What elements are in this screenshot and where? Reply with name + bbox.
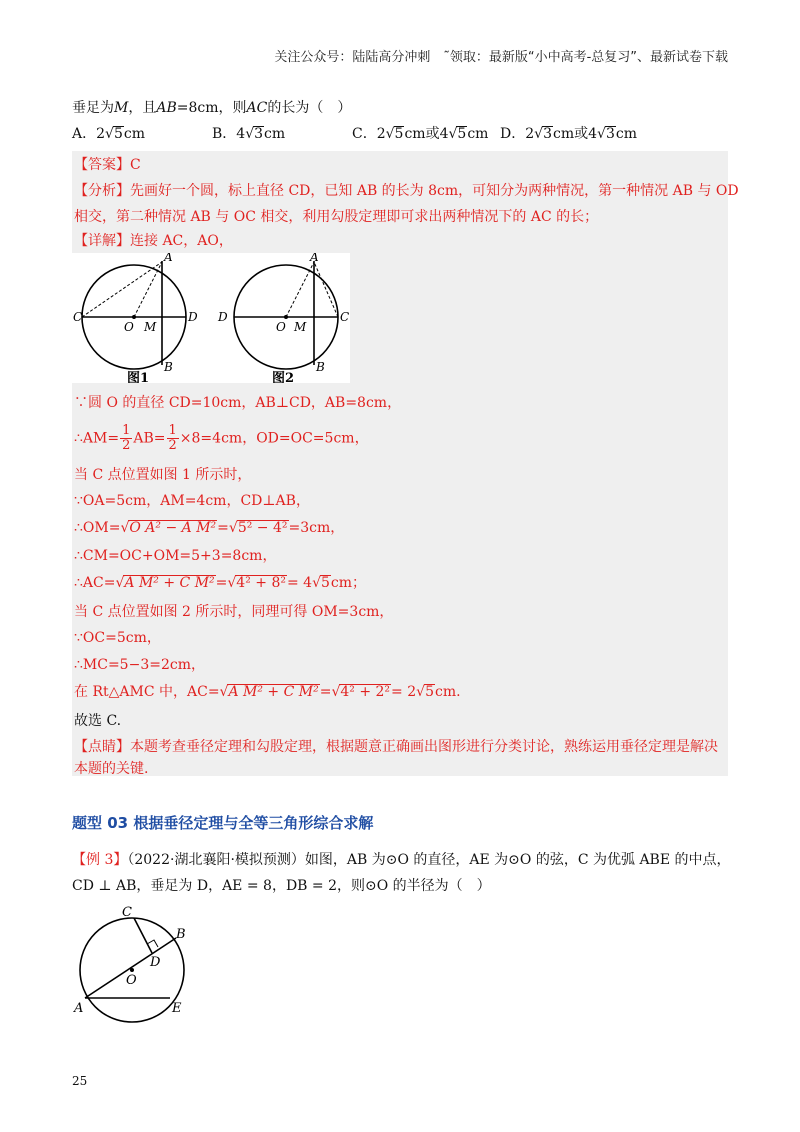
radicand: 5: [457, 126, 467, 142]
figure-pair: [72, 253, 350, 383]
segment-ac-1: [82, 262, 162, 317]
text: =: [217, 520, 229, 536]
label-c-1: C: [73, 310, 83, 324]
radicand: 3: [543, 126, 552, 142]
text: （2022·湖北襄阳·模拟预测）如图，AB 为⊙O 的直径，AE 为⊙O 的弦，C 为优弧 ABE 的中点，: [127, 852, 731, 868]
segment-ao-1: [134, 262, 162, 317]
center-point-1: [132, 315, 136, 319]
text: cm.: [434, 684, 461, 700]
text: ∴AC=: [74, 575, 116, 591]
step-5: ∴OM=√O A² − A M²=√5² − 4²=3cm，: [74, 520, 345, 536]
step-10: ∴MC=5−3=2cm，: [74, 657, 205, 673]
diameter-ab: [85, 938, 176, 998]
radicand: 5² − 4²: [237, 520, 288, 536]
fraction: [120, 424, 132, 453]
text: cm；: [330, 575, 367, 591]
unit: cm: [197, 100, 219, 116]
radicand: 5: [394, 126, 404, 142]
circle-figures: [72, 253, 350, 383]
step-12: 故选 C.: [74, 713, 122, 729]
option-a: A．2√5cm: [72, 126, 145, 142]
option-c: C．2√5cm或4√5cm: [352, 126, 489, 142]
text: =8: [176, 100, 198, 116]
figure-2: [217, 253, 349, 383]
radicand: O A² − A M²: [129, 520, 217, 536]
text: 垂足为: [72, 100, 114, 116]
text: = 4: [286, 575, 313, 591]
radicand: 5: [320, 575, 330, 591]
var-M: M: [114, 100, 129, 116]
step-2: [74, 424, 369, 453]
text: cm或4: [552, 126, 598, 142]
text: ×8=4cm，OD=OC=5cm，: [179, 430, 369, 447]
label-a-2: A: [310, 253, 319, 264]
radicand: A M² + C M²: [228, 684, 319, 700]
option-d: D．2√3cm或4√3cm: [500, 126, 637, 142]
label-d: D: [150, 955, 161, 970]
text: ，且: [128, 100, 157, 116]
text: ，则: [218, 100, 247, 116]
label-d-1: D: [188, 310, 198, 324]
step-8: 当 C 点位置如图 2 所示时，同理可得 OM=3cm，: [74, 604, 394, 620]
segment-ac-2: [314, 262, 338, 317]
option-label: B．4: [212, 126, 246, 142]
answer-value: C: [130, 157, 141, 173]
figure-1: [73, 253, 198, 383]
fraction: [167, 424, 179, 453]
caption-fig2: 图2: [272, 371, 295, 383]
step-3: 当 C 点位置如图 1 所示时，: [74, 467, 252, 483]
numerator: 1: [122, 423, 131, 438]
text: ∴AM=: [74, 430, 120, 447]
answer-line: [74, 155, 141, 175]
label-a-1: A: [164, 253, 173, 264]
label-m-2: M: [294, 320, 307, 334]
var-AC: AC: [246, 100, 268, 116]
label-b-1: B: [164, 360, 173, 374]
text: 在 Rt△AMC 中，AC=: [74, 684, 220, 700]
label-c-2: C: [340, 310, 350, 324]
denominator: 2: [168, 438, 177, 453]
label-d-2: D: [218, 310, 228, 324]
center-point-2: [284, 315, 288, 319]
option-label: C．2: [352, 126, 386, 142]
detail-tag: 【详解】: [74, 233, 130, 249]
comment-line-1: [74, 737, 718, 757]
segment-ao-2: [286, 262, 314, 317]
text: AB=: [133, 430, 166, 447]
analysis-line-2: 相交，第二种情况 AB 与 OC 相交，利用勾股定理即可求出两种情况下的 AC 的长；: [74, 209, 599, 225]
unit: cm: [264, 126, 286, 142]
center-point: [130, 968, 134, 972]
option-b: B．4√3cm: [212, 126, 286, 142]
unit: cm: [615, 126, 637, 142]
label-c: C: [122, 905, 132, 920]
step-1: ∵圆 O 的直径 CD=10cm，AB⊥CD，AB=8cm，: [74, 395, 402, 411]
question-line: [72, 98, 351, 118]
segment-cd: [134, 918, 152, 953]
radicand: 3: [605, 126, 615, 142]
detail-line: [74, 231, 233, 251]
step-4: ∵OA=5cm，AM=4cm，CD⊥AB，: [74, 493, 310, 509]
comment-tag: 【点睛】: [74, 739, 130, 755]
step-11: 在 Rt△AMC 中，AC=√A M² + C M²=√4² + 2²= 2√5cm.: [74, 684, 461, 700]
text: =3cm，: [288, 520, 345, 536]
label-o: O: [126, 973, 137, 988]
comment-line-2: 本题的关键.: [74, 761, 149, 777]
step-9: ∵OC=5cm，: [74, 630, 161, 646]
label-b: B: [176, 927, 186, 942]
step-7: ∴AC=√A M² + C M²=√4² + 8²= 4√5cm；: [74, 575, 367, 591]
radicand: 4² + 2²: [340, 684, 391, 700]
label-m-1: M: [144, 320, 157, 334]
radicand: 3: [254, 126, 264, 142]
unit: cm: [123, 126, 145, 142]
section-title: 题型 03 根据垂径定理与全等三角形综合求解: [72, 814, 374, 832]
denominator: 2: [122, 438, 131, 453]
text: 连接 AC，AO，: [130, 233, 233, 249]
unit: cm: [467, 126, 489, 142]
analysis-line-1: [74, 181, 739, 201]
caption-fig1: 图1: [127, 371, 150, 383]
analysis-tag: 【分析】: [74, 183, 130, 199]
example-figure: [72, 900, 202, 1025]
text: 本题考查垂径定理和勾股定理，根据题意正确画出图形进行分类讨论，熟练运用垂径定理是解决: [130, 739, 718, 755]
label-o-2: O: [276, 320, 286, 334]
text: = 2: [391, 684, 417, 700]
example-tag: 【例 3】: [72, 852, 128, 868]
page-number: 25: [72, 1074, 88, 1088]
text: ∴OM=: [74, 520, 121, 536]
example-line-1: [72, 850, 731, 870]
text: =: [215, 575, 228, 591]
text: =: [319, 684, 332, 700]
answer-tag: 【答案】: [74, 157, 130, 173]
label-o-1: O: [124, 320, 134, 334]
radicand: 5: [113, 126, 123, 142]
option-label: A．2: [72, 126, 106, 142]
label-b-2: B: [316, 360, 325, 374]
radicand: 4² + 8²: [236, 575, 286, 591]
step-6: ∴CM=OC+OM=5+3=8cm，: [74, 548, 277, 564]
numerator: 1: [168, 423, 177, 438]
text: 先画好一个圆，标上直径 CD，已知 AB 的长为 8cm，可知分为两种情况，第一种情况 AB 与 OD: [130, 183, 739, 199]
option-label: D．2: [500, 126, 535, 142]
example-line-2: CD ⊥ AB，垂足为 D，AE = 8，DB = 2，则⊙O 的半径为（ ）: [72, 878, 491, 894]
example-circle-figure: [72, 900, 202, 1025]
text: cm或4: [404, 126, 449, 142]
label-e: E: [172, 1001, 182, 1016]
radicand: A M² + C M²: [124, 575, 215, 591]
label-a: A: [74, 1001, 84, 1016]
text: 的长为（ ）: [267, 100, 352, 116]
var-AB: AB: [156, 100, 177, 116]
radicand: 5: [425, 684, 434, 700]
page-header: 关注公众号：陆陆高分冲刺 ˜领取：最新版“小中高考-总复习”、最新试卷下载: [274, 50, 728, 65]
